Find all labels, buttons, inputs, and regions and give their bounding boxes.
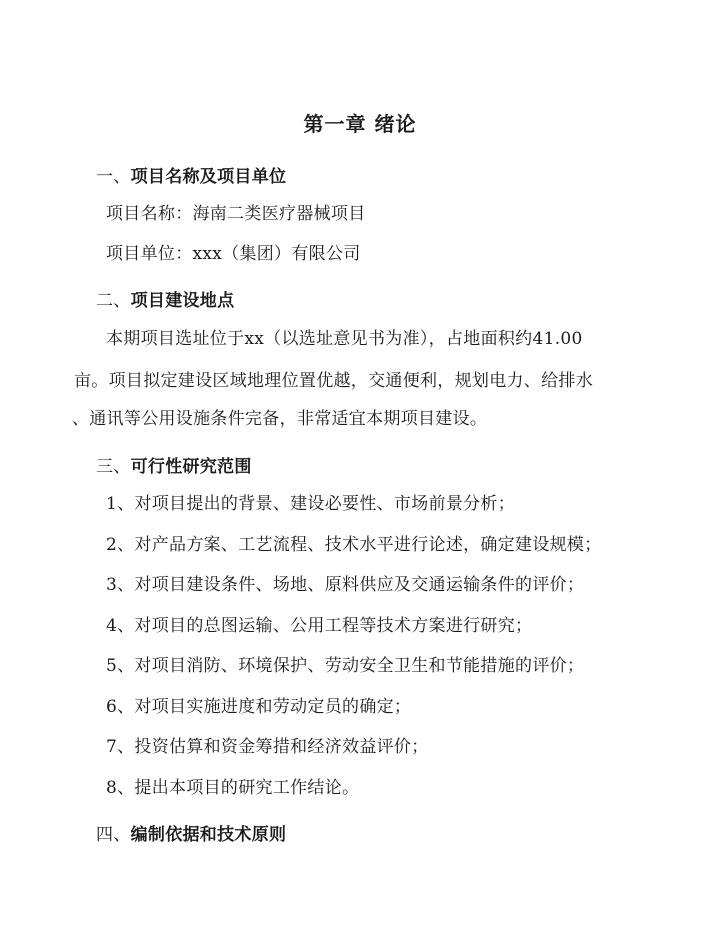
scope-list-item: 2、对产品方案、工艺流程、技术水平进行论述，确定建设规模；	[106, 535, 602, 555]
location-paragraph-line: 、通讯等公用设施条件完备，非常适宜本期项目建设。	[72, 409, 488, 429]
section-number: 三、	[96, 457, 131, 477]
scope-list-item: 4、对项目的总图运输、公用工程等技术方案进行研究；	[106, 616, 533, 636]
scope-list-item: 6、对项目实施进度和劳动定员的确定；	[106, 697, 412, 717]
section-heading-feasibility-scope	[96, 456, 252, 478]
section-number: 二、	[96, 291, 131, 311]
section-number: 四、	[96, 825, 131, 845]
section-title: 可行性研究范围	[130, 457, 252, 477]
scope-list-item: 3、对项目建设条件、场地、原料供应及交通运输条件的评价；	[106, 575, 585, 595]
scope-list-item: 5、对项目消防、环境保护、劳动安全卫生和节能措施的评价；	[106, 656, 585, 676]
chapter-title: 第一章 绪论	[303, 112, 417, 136]
section-title: 项目名称及项目单位	[130, 167, 287, 187]
location-paragraph-line: 本期项目选址位于xx（以选址意见书为准），占地面积约41.00	[106, 329, 583, 349]
section-heading-project-location	[96, 290, 234, 312]
scope-list-item: 7、投资估算和资金筹措和经济效益评价；	[106, 737, 429, 757]
scope-list-item: 1、对项目提出的背景、建设必要性、市场前景分析；	[106, 494, 516, 514]
project-unit-line: 项目单位：xxx（集团）有限公司	[106, 244, 361, 264]
section-heading-project-name-unit	[96, 166, 286, 188]
project-name-line: 项目名称：海南二类医疗器械项目	[106, 204, 366, 224]
section-heading-basis-principles	[96, 824, 286, 846]
section-number: 一、	[96, 167, 131, 187]
location-paragraph-line: 亩。项目拟定建设区域地理位置优越，交通便利，规划电力、给排水	[74, 371, 593, 391]
section-title: 编制依据和技术原则	[130, 825, 287, 845]
section-title: 项目建设地点	[130, 291, 235, 311]
scope-list-item: 8、提出本项目的研究工作结论。	[106, 778, 360, 798]
